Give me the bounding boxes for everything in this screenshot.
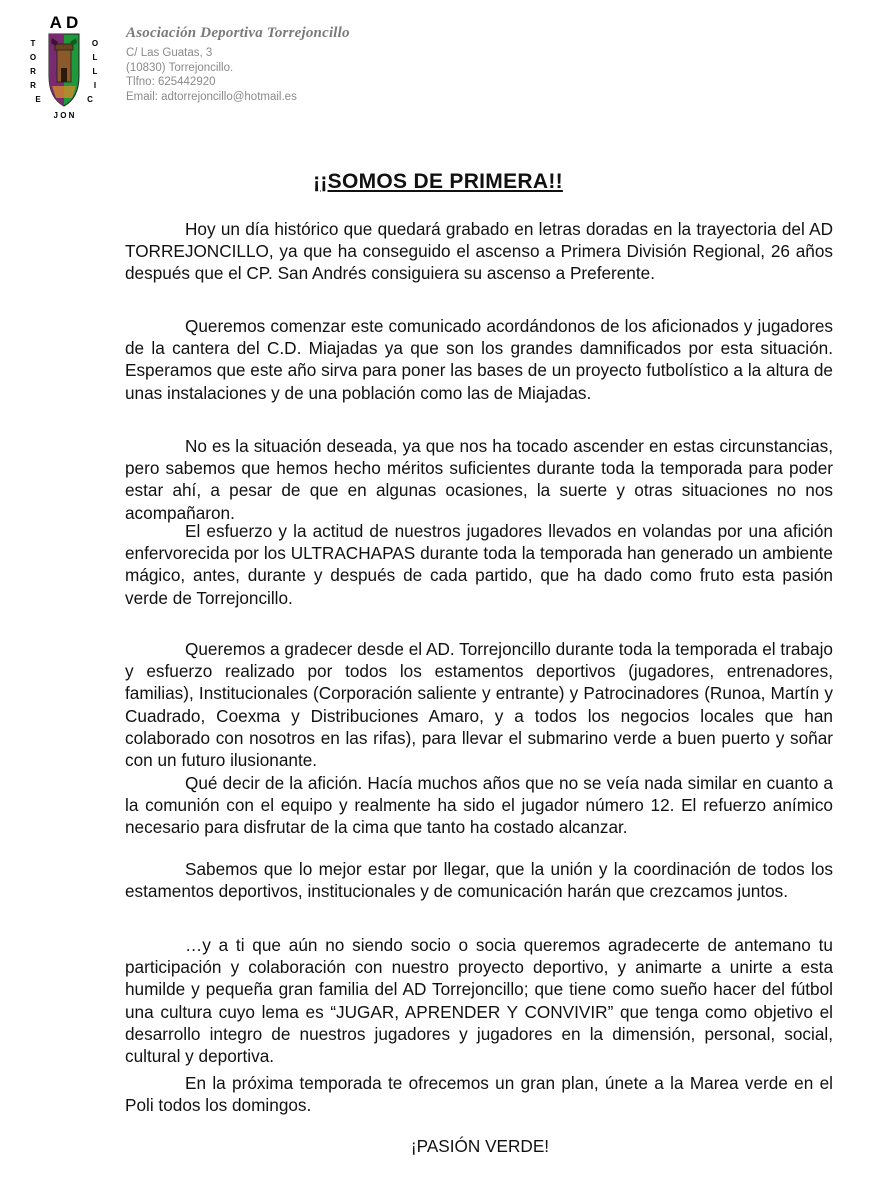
logo-letter-right-3: L: [92, 67, 98, 76]
logo-letter-left-1: T: [30, 39, 36, 48]
logo-letter-right-4: I: [93, 81, 97, 90]
paragraph-1: Hoy un día histórico que quedará grabado en letras doradas en la trayectoria del AD TORREJONCILLO, ya que ha conseguido el ascenso a Primera División Regional, 26 años después que el CP. San Andrés consiguiera su ascenso a Preferente.: [125, 219, 833, 284]
club-crest-logo: [22, 12, 106, 122]
phone: Tlfno: 625442920: [126, 76, 216, 88]
email: Email: adtorrejoncillo@hotmail.es: [126, 90, 297, 103]
organization-name: Asociación Deportiva Torrejoncillo: [126, 25, 350, 41]
paragraph-9: En la próxima temporada te ofrecemos un gran plan, únete a la Marea verde en el Poli todos los domingos.: [125, 1073, 833, 1116]
address: C/ Las Guatas, 3: [126, 47, 213, 59]
logo-letter-left-3: R: [30, 67, 36, 76]
paragraph-5: Queremos a gradecer desde el AD. Torrejoncillo durante toda la temporada el trabajo y esfuerzo realizado por todos los estamentos deportivos (jugadores, entrenadores, familias), Institucionales (Corporación saliente y entrante) y Patrocinadores (Runoa, Martín y Cuadrado, Coexma y Distribuciones Amaro, y a todos los negocios locales que han colaborado con nosotros en las rifas), para llevar el submarino verde a buen puerto y soñar con un futuro ilusionante.: [125, 639, 833, 771]
paragraph-2: Queremos comenzar este comunicado acordándonos de los aficionados y jugadores de la cantera del C.D. Miajadas ya que son los grandes damnificados por esta situación. Esperamos que este año sirva para poner las bases de un proyecto futbolístico a la altura de unas instalaciones y de una población como las de Miajadas.: [125, 316, 833, 403]
document-title: ¡¡SOMOS DE PRIMERA!!: [313, 170, 563, 193]
paragraph-6: Qué decir de la afición. Hacía muchos años que no se veía nada similar en cuanto a la comunión con el equipo y realmente ha sido el jugador número 12. El refuerzo anímico necesario para disfrutar de la cima que tanto ha costado alcanzar.: [125, 773, 833, 838]
postal-code: (10830) Torrejoncillo.: [126, 61, 234, 74]
crest-shield-icon: [49, 34, 79, 106]
logo-letter-right-2: L: [92, 53, 98, 62]
logo-letter-left-5: E: [35, 95, 41, 104]
header-info: [126, 25, 350, 104]
paragraph-4: El esfuerzo y la actitud de nuestros jugadores llevados en volandas por una afición enfervorecida por los ULTRACHAPAS durante toda la temporada han generado un ambiente mágico, antes, durante y después de cada partido, que ha dado como fruto esta pasión verde de Torrejoncillo.: [125, 521, 833, 608]
paragraph-8: …y a ti que aún no siendo socio o socia queremos agradecerte de antemano tu participación y colaboración con nuestro proyecto deportivo, y animarte a unirte a esta humilde y pequeña gran familia del AD Torrejoncillo; que tiene como sueño hacer del fútbol una cultura cuyo lema es “JUGAR, APRENDER Y CONVIVIR” que tenga como objetivo el desarrollo integro de nuestros jugadores y jugadores en la dimensión, personal, social, cultural y deportiva.: [125, 935, 833, 1067]
logo-letter-left-4: R: [30, 81, 36, 90]
logo-letter-left-2: O: [29, 53, 37, 62]
paragraph-3: No es la situación deseada, ya que nos ha tocado ascender en estas circunstancias, pero sabemos que hemos hecho méritos suficientes durante toda la temporada para poder estar ahí, a pesar de que en algunas ocasiones, la suerte y otras situaciones no nos acompañaron.: [125, 436, 833, 523]
logo-letters-top: A D: [49, 13, 79, 32]
logo-letter-right-1: O: [91, 39, 99, 48]
closing-slogan: ¡PASIÓN VERDE!: [410, 1136, 550, 1156]
paragraph-7: Sabemos que lo mejor estar por llegar, que la unión y la coordinación de todos los estamentos deportivos, institucionales y de comunicación harán que crezcamos juntos.: [125, 859, 833, 902]
logo-letters-bottom: J O N: [53, 111, 75, 120]
logo-letter-right-5: C: [87, 95, 93, 104]
